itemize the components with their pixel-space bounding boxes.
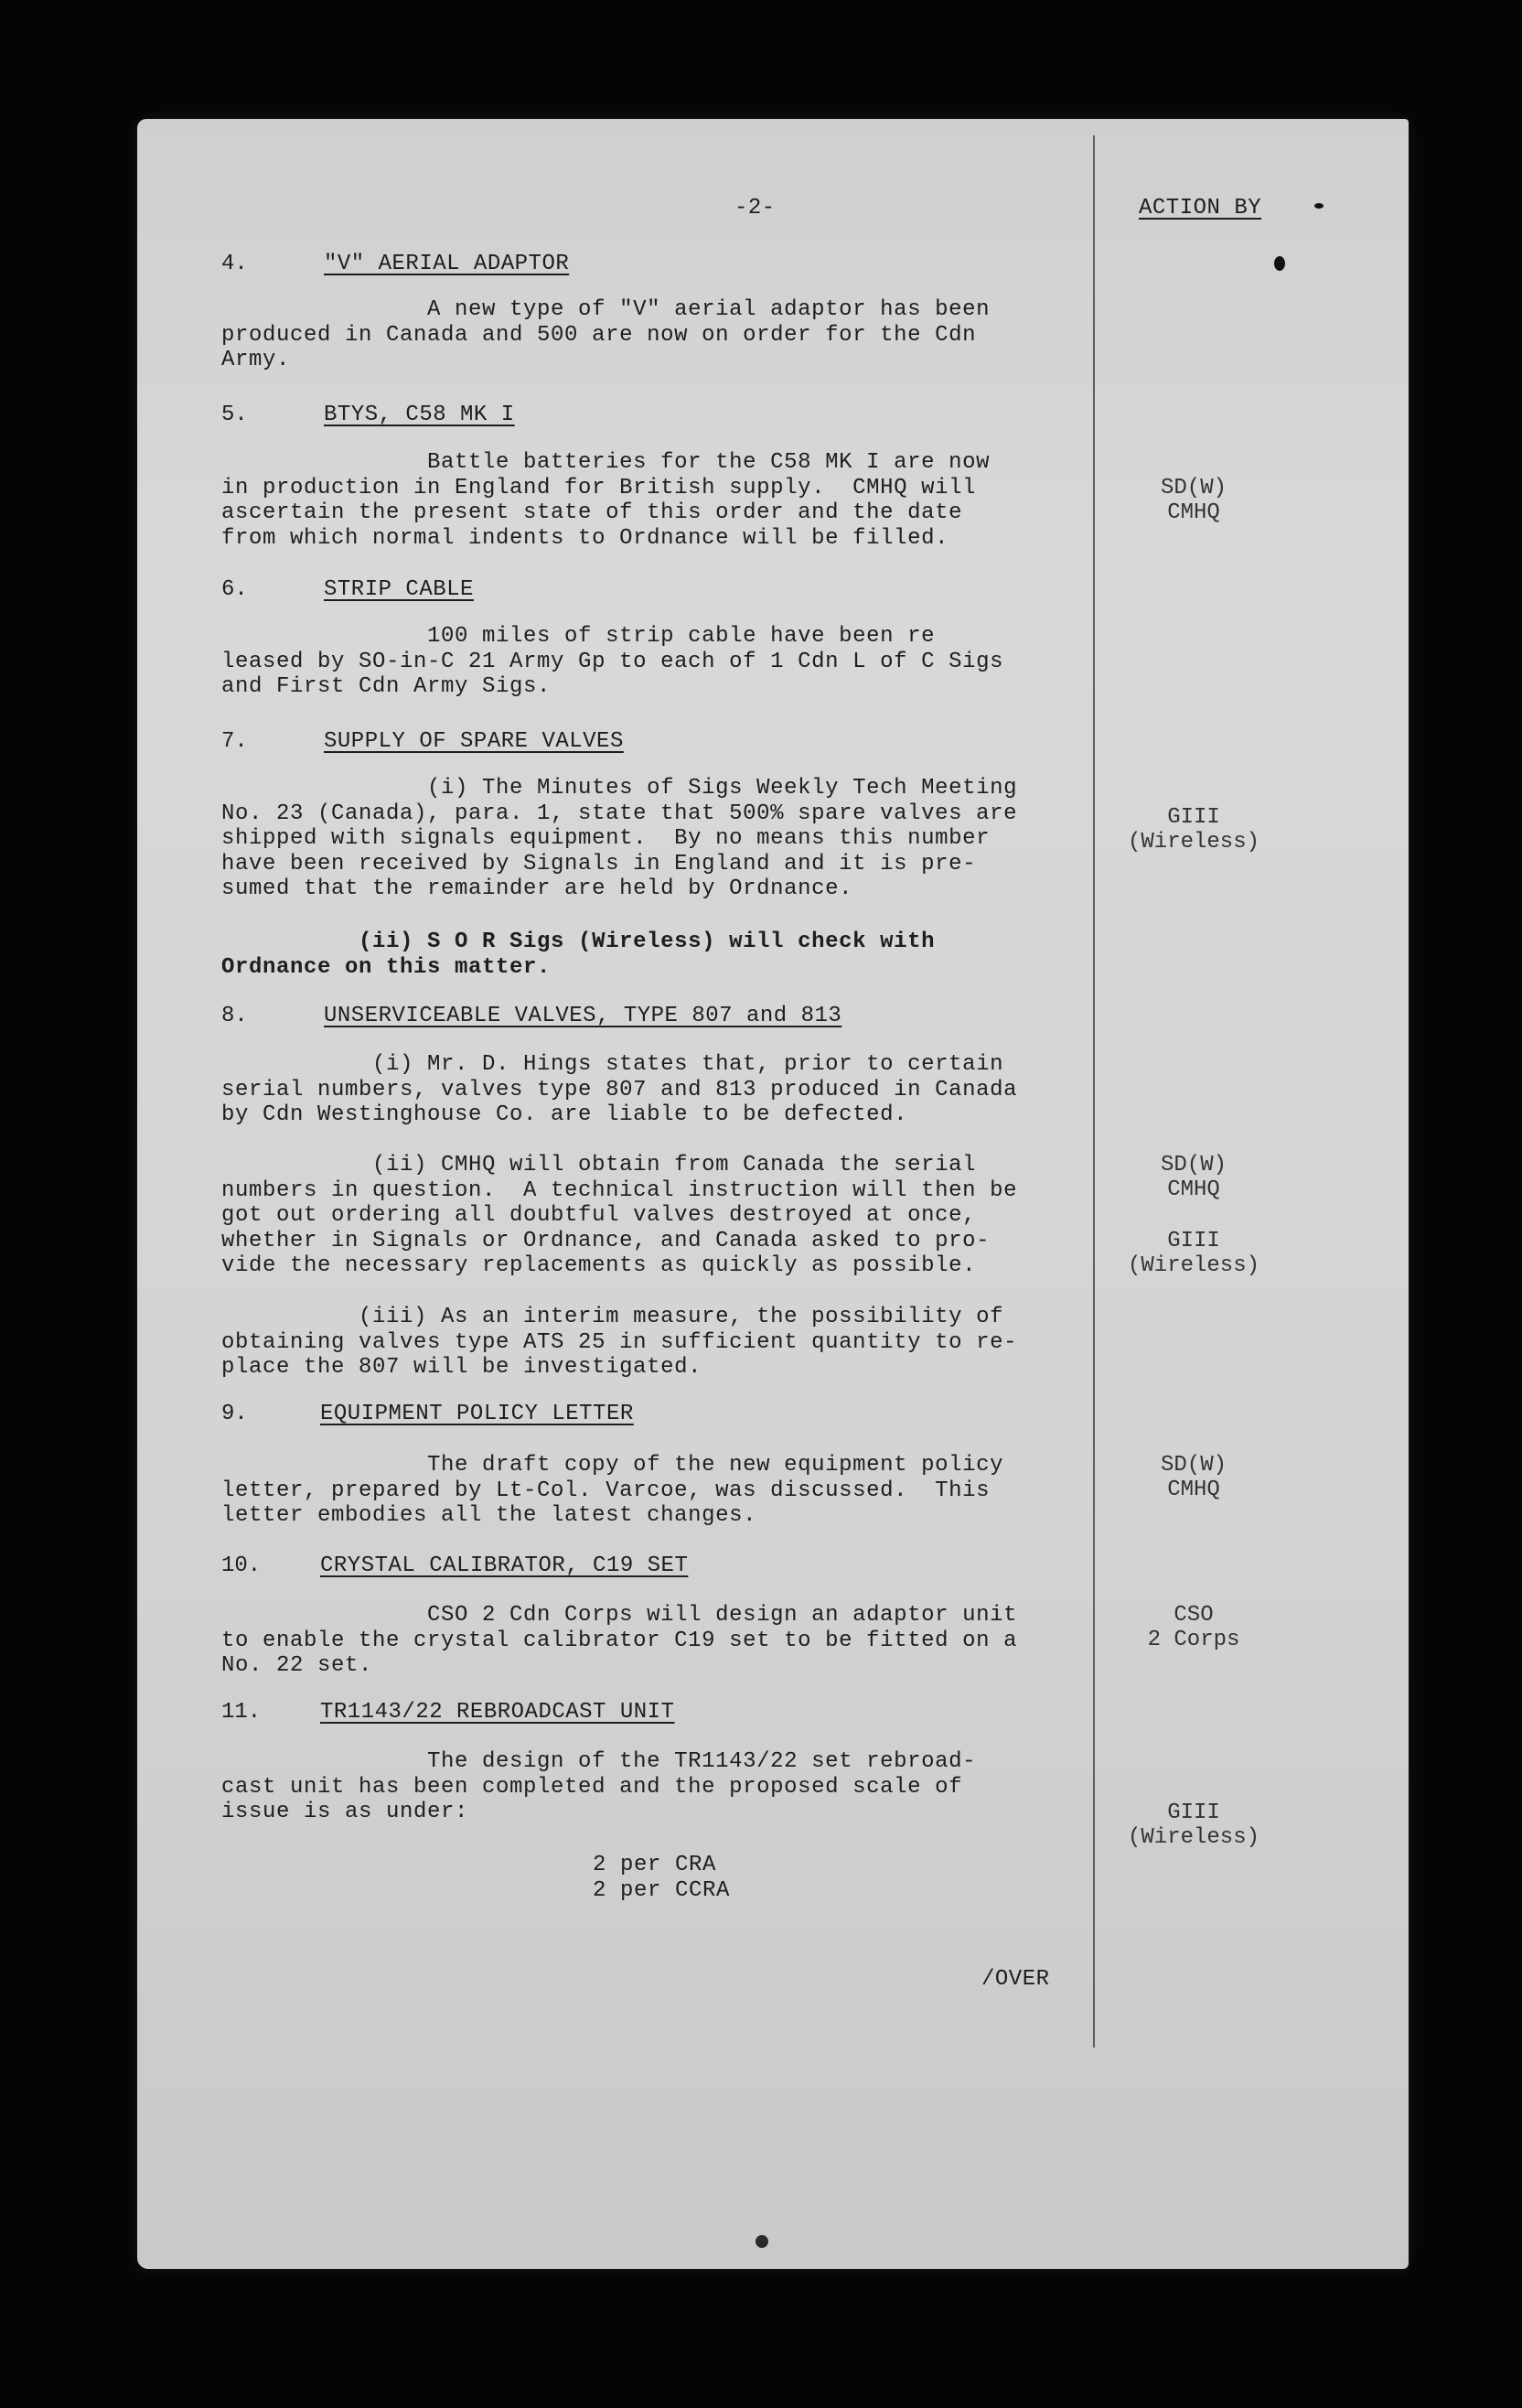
item-number: 8. bbox=[221, 1004, 248, 1028]
item-paragraph: (i) The Minutes of Sigs Weekly Tech Meeting No. 23 (Canada), para. 1, state that 500% spare valves are shipped with signals equipment. By no means this number have been received by Signals in England and it is pre- sumed that the remainder are held by Ordnance. bbox=[221, 776, 1018, 901]
item-title: EQUIPMENT POLICY LETTER bbox=[320, 1402, 634, 1426]
item-paragraph: 100 miles of strip cable have been re leased by SO-in-C 21 Army Gp to each of 1 Cdn L of C Sigs and First Cdn Army Sigs. bbox=[221, 624, 1004, 699]
action-by-header: ACTION BY bbox=[1139, 196, 1262, 220]
item-title: BTYS, C58 MK I bbox=[324, 403, 515, 427]
item-title: SUPPLY OF SPARE VALVES bbox=[324, 729, 624, 754]
item-paragraph: The design of the TR1143/22 set rebroad- cast unit has been completed and the proposed scale of issue is as under: bbox=[221, 1749, 977, 1824]
action-by-entry: SD(W) CMHQ bbox=[1160, 476, 1227, 525]
action-by-entry: GIII (Wireless) bbox=[1127, 1801, 1260, 1850]
action-by-entry: GIII (Wireless) bbox=[1127, 805, 1260, 855]
item-paragraph: Battle batteries for the C58 MK I are now in production in England for British supply. CMHQ will ascertain the present state of this order and the date from which normal indents to Ordnance will be filled. bbox=[221, 450, 991, 551]
page-footer: /OVER bbox=[981, 1967, 1050, 1992]
scale-of-issue-list: 2 per CRA 2 per CCRA bbox=[593, 1853, 731, 1903]
item-paragraph: (iii) As an interim measure, the possibility of obtaining valves type ATS 25 in sufficient quantity to re- place the 807 will be investigated. bbox=[221, 1305, 1018, 1380]
item-number: 7. bbox=[221, 729, 248, 754]
action-by-entry: CSO 2 Corps bbox=[1147, 1603, 1240, 1652]
item-title: "V" AERIAL ADAPTOR bbox=[324, 252, 570, 276]
action-by-entry: SD(W) CMHQ bbox=[1160, 1453, 1227, 1502]
ink-spot bbox=[1274, 256, 1285, 271]
item-number: 10. bbox=[221, 1553, 262, 1578]
item-number: 4. bbox=[221, 252, 248, 276]
item-title: CRYSTAL CALIBRATOR, C19 SET bbox=[320, 1553, 689, 1578]
ink-spot bbox=[1314, 203, 1324, 209]
action-by-entry: SD(W) CMHQ bbox=[1160, 1153, 1227, 1202]
item-paragraph: The draft copy of the new equipment policy letter, prepared by Lt-Col. Varcoe, was discussed. This letter embodies all the latest changes. bbox=[221, 1453, 1004, 1528]
item-title: UNSERVICEABLE VALVES, TYPE 807 and 813 bbox=[324, 1004, 842, 1028]
item-paragraph: A new type of "V" aerial adaptor has been produced in Canada and 500 are now on order for the Cdn Army. bbox=[221, 297, 991, 372]
action-by-entry: GIII (Wireless) bbox=[1127, 1229, 1260, 1278]
item-number: 5. bbox=[221, 403, 248, 427]
item-paragraph: (ii) S O R Sigs (Wireless) will check with Ordnance on this matter. bbox=[221, 930, 936, 980]
item-paragraph: CSO 2 Cdn Corps will design an adaptor unit to enable the crystal calibrator C19 set to be fitted on a No. 22 set. bbox=[221, 1603, 1018, 1678]
action-column-divider bbox=[1093, 135, 1095, 2048]
ink-spot bbox=[756, 2235, 768, 2248]
item-number: 11. bbox=[221, 1700, 262, 1725]
page-number: -2- bbox=[734, 196, 776, 220]
item-title: STRIP CABLE bbox=[324, 577, 474, 602]
item-title: TR1143/22 REBROADCAST UNIT bbox=[320, 1700, 675, 1725]
item-paragraph: (ii) CMHQ will obtain from Canada the serial numbers in question. A technical instruction will then be got out ordering all doubtful valves destroyed at once, whether in Signals or Ordnance, and Canada asked to pro- vide the necessary replacements as quickly as possible. bbox=[221, 1153, 1018, 1278]
item-number: 9. bbox=[221, 1402, 248, 1426]
item-paragraph: (i) Mr. D. Hings states that, prior to certain serial numbers, valves type 807 and 813 produced in Canada by Cdn Westinghouse Co. are liable to be defected. bbox=[221, 1052, 1018, 1127]
item-number: 6. bbox=[221, 577, 248, 602]
